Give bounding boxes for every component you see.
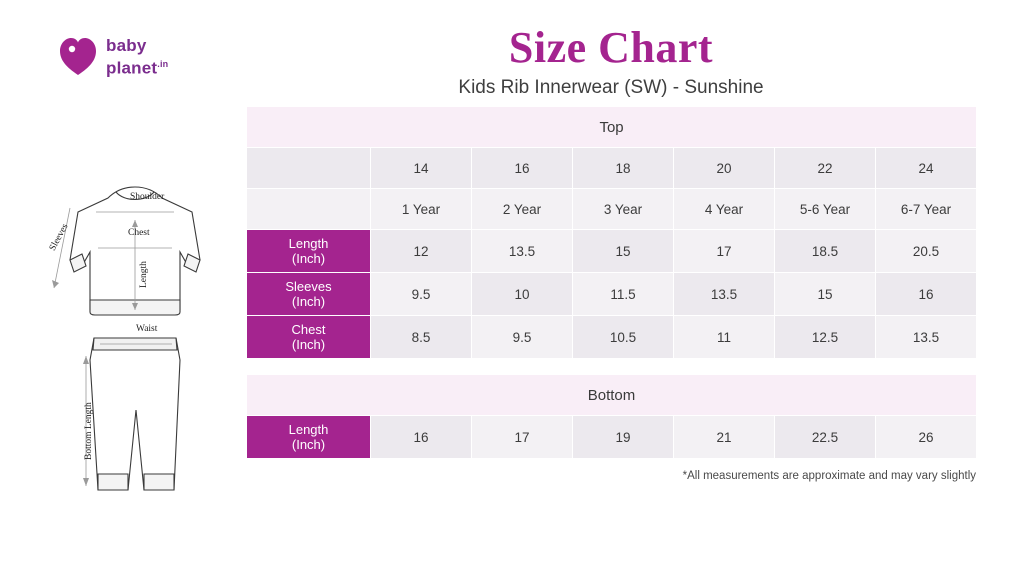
size-cell: 20 <box>674 148 775 189</box>
label-length: Length <box>139 261 149 288</box>
row-header-line1: Sleeves <box>285 279 332 294</box>
table-row <box>247 107 977 148</box>
value-cell: 12.5 <box>775 316 876 359</box>
label-chest: Chest <box>128 228 150 238</box>
value-cell: 13.5 <box>674 273 775 316</box>
value-cell: 9.5 <box>472 316 573 359</box>
age-cell: 4 Year <box>674 189 775 230</box>
label-sleeves: Sleeves <box>48 222 71 253</box>
label-bottom-length: Bottom Length <box>84 402 94 460</box>
heart-bird-logo-icon <box>58 34 98 76</box>
age-cell: 1 Year <box>371 189 472 230</box>
row-header-line1: Chest <box>291 322 326 337</box>
value-cell: 22.5 <box>775 416 876 459</box>
row-header-line2: (Inch) <box>291 294 326 309</box>
value-cell: 17 <box>674 230 775 273</box>
garment-diagram-icon <box>40 160 240 540</box>
size-cell: 22 <box>775 148 876 189</box>
value-cell: 15 <box>775 273 876 316</box>
garment-illustration <box>40 160 240 540</box>
row-header-chest <box>247 316 371 359</box>
table-row <box>247 316 977 359</box>
table-row <box>247 375 977 416</box>
size-cell: 14 <box>371 148 472 189</box>
page-title: Size Chart <box>508 23 714 72</box>
table-row <box>247 230 977 273</box>
value-cell: 18.5 <box>775 230 876 273</box>
table-row <box>247 148 977 189</box>
value-cell: 17 <box>472 416 573 459</box>
value-cell: 10 <box>472 273 573 316</box>
value-cell: 16 <box>876 273 977 316</box>
size-cell: 24 <box>876 148 977 189</box>
label-shoulder: Shoulder <box>130 192 165 202</box>
footnote: *All measurements are approximate and may vary slightly <box>682 470 976 482</box>
value-cell: 11 <box>674 316 775 359</box>
brand-name-line1: baby <box>106 36 147 55</box>
size-cell: 16 <box>472 148 573 189</box>
row-header-length <box>247 230 371 273</box>
age-cell: 5-6 Year <box>775 189 876 230</box>
value-cell: 8.5 <box>371 316 472 359</box>
table-row <box>247 189 977 230</box>
brand-tld: .in <box>157 59 169 69</box>
size-row-head <box>247 148 371 189</box>
value-cell: 13.5 <box>472 230 573 273</box>
value-cell: 12 <box>371 230 472 273</box>
value-cell: 10.5 <box>573 316 674 359</box>
bottom-band-label: Bottom <box>247 375 977 416</box>
age-cell: 2 Year <box>472 189 573 230</box>
brand-name-line2: planet <box>106 58 158 78</box>
page-subtitle: Kids Rib Innerwear (SW) - Sunshine <box>458 77 764 98</box>
row-header-line1: Length <box>288 422 329 437</box>
value-cell: 13.5 <box>876 316 977 359</box>
table-row <box>247 416 977 459</box>
row-header-bottom-length <box>247 416 371 459</box>
row-header-line2: (Inch) <box>291 251 326 266</box>
row-header-line2: (Inch) <box>291 337 326 352</box>
brand-logo <box>58 30 248 90</box>
age-cell: 6-7 Year <box>876 189 977 230</box>
top-band-label: Top <box>247 107 977 148</box>
value-cell: 26 <box>876 416 977 459</box>
size-cell: 18 <box>573 148 674 189</box>
value-cell: 15 <box>573 230 674 273</box>
age-row-head <box>247 189 371 230</box>
value-cell: 9.5 <box>371 273 472 316</box>
value-cell: 16 <box>371 416 472 459</box>
row-header-line2: (Inch) <box>291 437 326 452</box>
label-waist: Waist <box>136 324 158 334</box>
value-cell: 21 <box>674 416 775 459</box>
row-header-sleeves <box>247 273 371 316</box>
age-cell: 3 Year <box>573 189 674 230</box>
row-header-line1: Length <box>288 236 329 251</box>
value-cell: 20.5 <box>876 230 977 273</box>
top-size-table <box>246 106 977 359</box>
bottom-size-table <box>246 374 977 459</box>
table-row <box>247 273 977 316</box>
value-cell: 19 <box>573 416 674 459</box>
brand-name <box>106 36 168 78</box>
value-cell: 11.5 <box>573 273 674 316</box>
